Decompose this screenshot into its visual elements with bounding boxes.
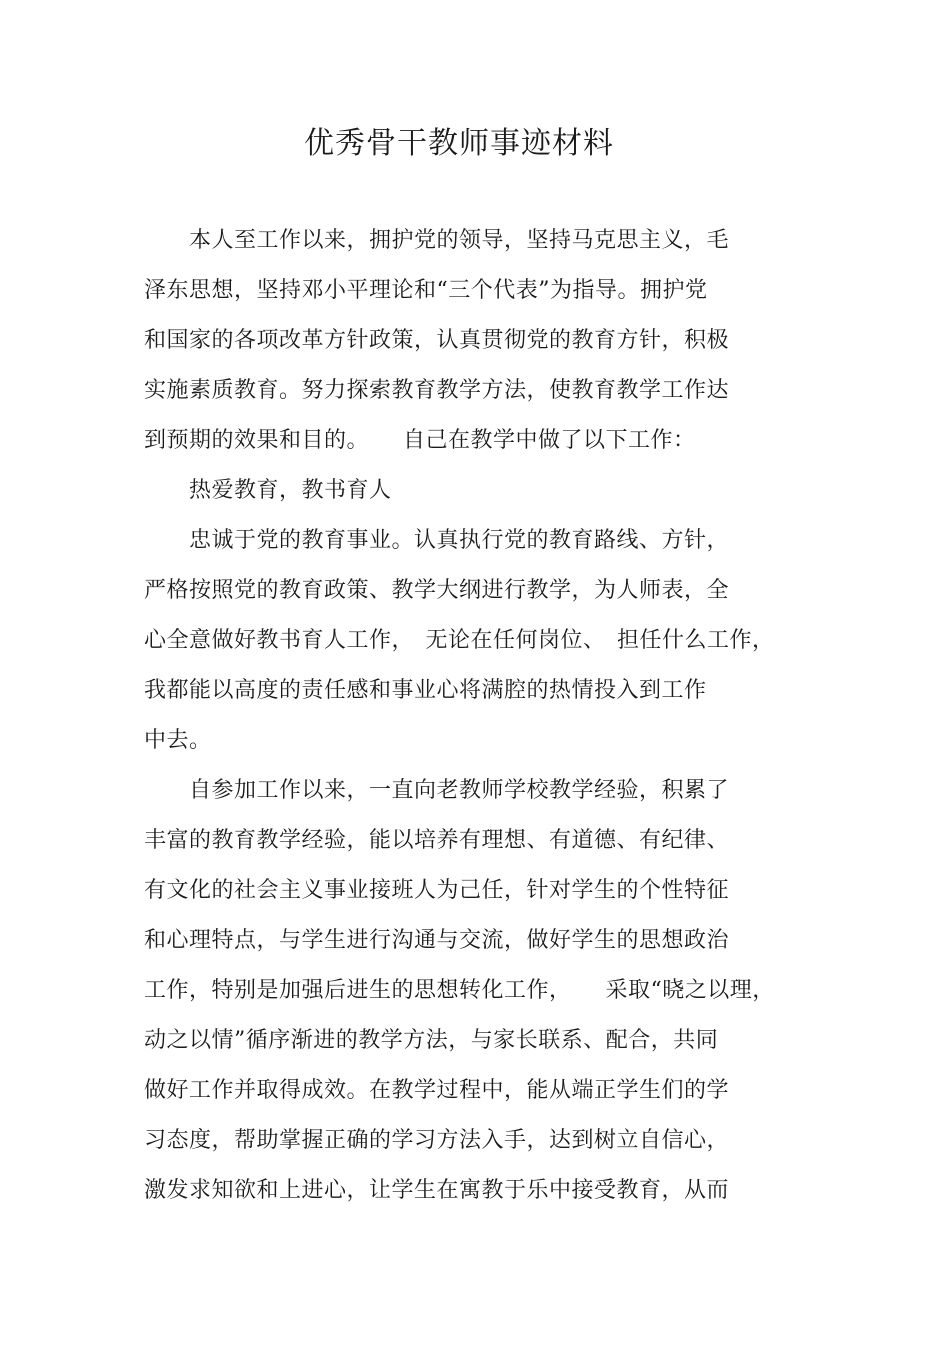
body-line-10: 我都能以高度的责任感和事业心将满腔的热情投入到工作: [144, 678, 707, 703]
body-line-20: 激发求知欲和上进心，让学生在寓教于乐中接受教育，从而: [144, 1178, 730, 1203]
body-line-3: 和国家的各项改革方针政策，认真贯彻党的教育方针，积极: [144, 328, 730, 353]
body-line-5: 到预期的效果和目的。 自己在教学中做了以下工作：: [144, 428, 696, 453]
body-line-15: 和心理特点，与学生进行沟通与交流，做好学生的思想政治: [144, 928, 730, 953]
body-line-11: 中去。: [144, 728, 212, 753]
body-line-13: 丰富的教育教学经验，能以培养有理想、有道德、有纪律、: [144, 828, 730, 853]
body-line-16: 工作，特别是加强后进生的思想转化工作， 采取“晓之以理，: [144, 978, 775, 1003]
document-title: 优秀骨干教师事迹材料: [304, 126, 614, 161]
body-line-4: 实施素质教育。努力探索教育教学方法，使教育教学工作达: [144, 378, 730, 403]
body-line-12: 自参加工作以来，一直向老教师学校教学经验，积累了: [144, 778, 730, 803]
body-line-7: 忠诚于党的教育事业。认真执行党的教育路线、方针，: [144, 528, 730, 553]
body-line-18: 做好工作并取得成效。在教学过程中，能从端正学生们的学: [144, 1078, 730, 1103]
body-line-14: 有文化的社会主义事业接班人为己任，针对学生的个性特征: [144, 878, 730, 903]
body-line-2: 泽东思想，坚持邓小平理论和“三个代表”为指导。拥护党: [144, 278, 708, 303]
body-line-1: 本人至工作以来，拥护党的领导，坚持马克思主义，毛: [144, 228, 730, 253]
body-line-17: 动之以情”循序渐进的教学方法，与家长联系、配合，共同: [144, 1028, 719, 1053]
body-line-19: 习态度，帮助掌握正确的学习方法入手，达到树立自信心，: [144, 1128, 730, 1153]
body-line-8: 严格按照党的教育政策、教学大纲进行教学，为人师表，全: [144, 578, 730, 603]
body-line-9: 心全意做好教书育人工作， 无论在任何岗位、 担任什么工作，: [144, 628, 775, 653]
section-heading: 热爱教育，教书育人: [144, 478, 392, 503]
